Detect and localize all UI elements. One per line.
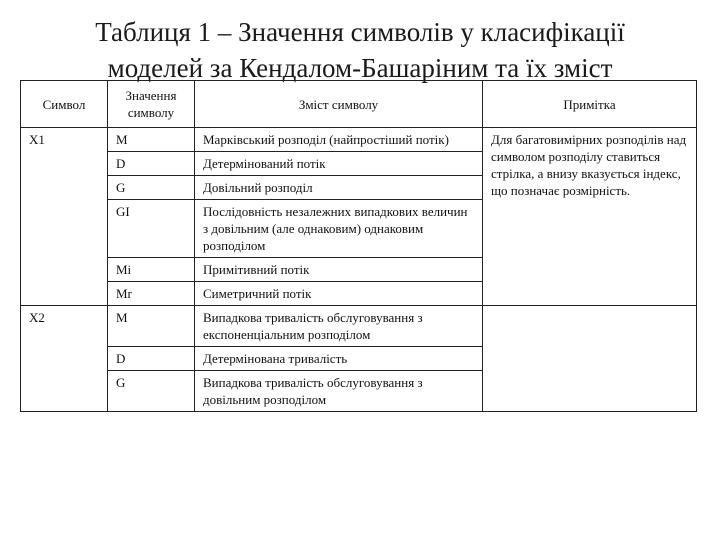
table-row: [21, 306, 697, 347]
page-title: [0, 14, 720, 86]
header-value: Значення символу: [108, 81, 195, 128]
symbol-meaning: Детермінована тривалість: [195, 347, 483, 371]
symbols-table: [20, 80, 697, 412]
note-cell: Для багатовимірних розподілів над символом розподілу ставиться стрілка, а внизу вказується індекс, що позначає розмірність.: [483, 128, 697, 306]
table-header-row: [21, 81, 697, 128]
symbol-value: M: [108, 128, 195, 152]
symbol-meaning: Випадкова тривалість обслуговування з експоненціальним розподілом: [195, 306, 483, 347]
table-row: [21, 128, 697, 152]
symbol-meaning: Марківський розподіл (найпростіший потік): [195, 128, 483, 152]
symbol-meaning: Випадкова тривалість обслуговування з довільним розподілом: [195, 371, 483, 412]
header-note: Примітка: [483, 81, 697, 128]
note-empty-cell: [483, 306, 697, 412]
symbol-value: Mi: [108, 258, 195, 282]
header-symbol: Символ: [21, 81, 108, 128]
header-meaning: Зміст символу: [195, 81, 483, 128]
symbol-meaning: Симетричний потік: [195, 282, 483, 306]
group-label-x2: X2: [21, 306, 108, 412]
symbol-value: M: [108, 306, 195, 347]
symbol-value: D: [108, 347, 195, 371]
title-line-2: моделей за Кендалом-Башаріним та їх зміст: [107, 53, 613, 83]
title-line-1: Таблиця 1 – Значення символів у класифікації: [95, 17, 625, 47]
symbol-value: GI: [108, 200, 195, 258]
symbol-meaning: Послідовність незалежних випадкових величин з довільним (але однаковим) однаковим розподілом: [195, 200, 483, 258]
symbol-value: Mr: [108, 282, 195, 306]
symbol-value: G: [108, 176, 195, 200]
symbol-meaning: Довільний розподіл: [195, 176, 483, 200]
symbol-value: G: [108, 371, 195, 412]
group-label-x1: X1: [21, 128, 108, 306]
symbol-value: D: [108, 152, 195, 176]
symbol-meaning: Детермінований потік: [195, 152, 483, 176]
symbol-meaning: Примітивний потік: [195, 258, 483, 282]
